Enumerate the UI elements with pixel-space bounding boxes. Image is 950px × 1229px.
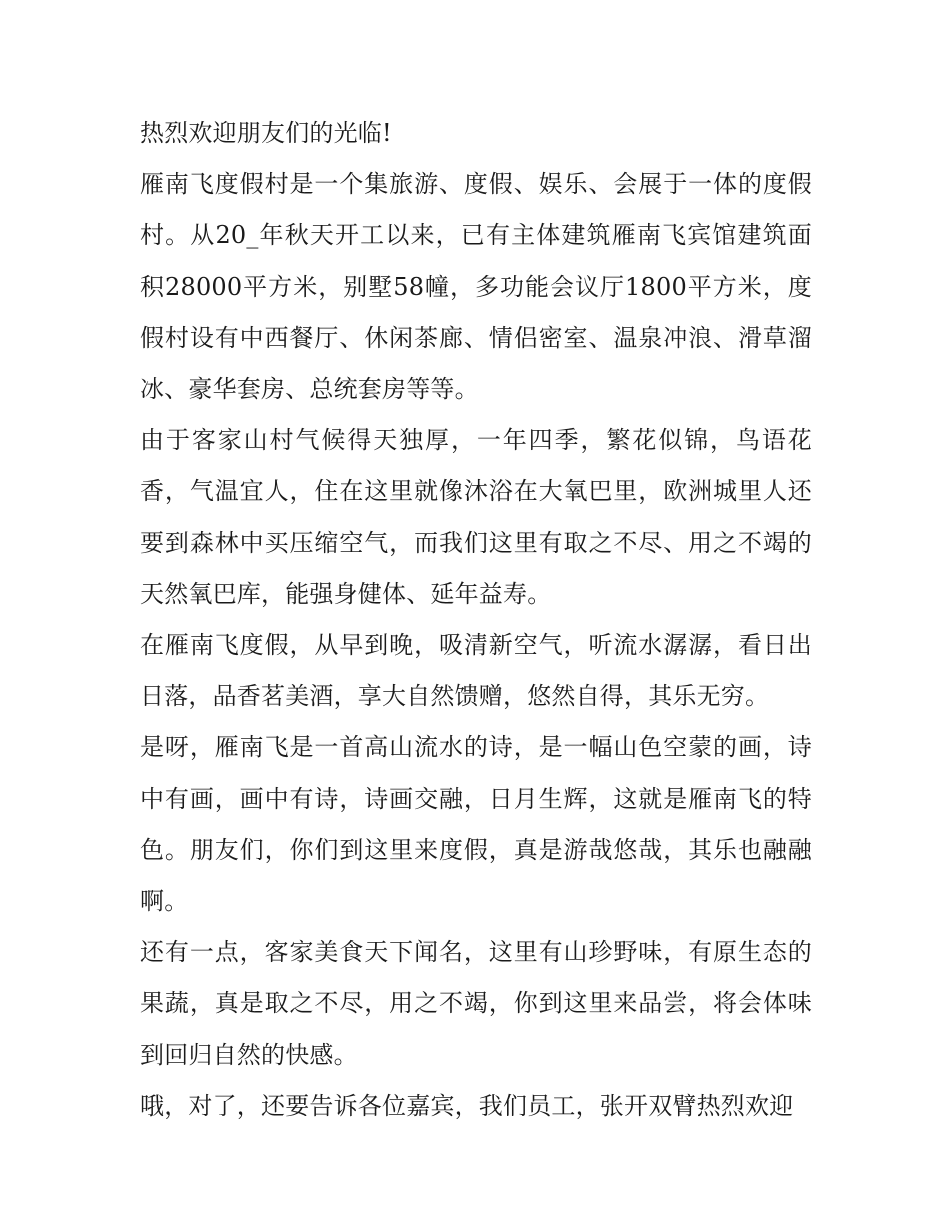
paragraph-greeting: 热烈欢迎朋友们的光临! [140, 119, 392, 147]
paragraph-daily-life: 在雁南飞度假，从早到晚，吸清新空气，听流水潺潺，看日出日落，品香茗美酒，享大自然馈赠，悠然自得，其乐无穷。 [140, 631, 812, 711]
paragraph-poetry: 是呀，雁南飞是一首高山流水的诗，是一幅山色空蒙的画，诗中有画，画中有诗，诗画交融，日月生辉，这就是雁南飞的特色。朋友们，你们到这里来度假，真是游哉悠哉，其乐也融融啊。 [140, 733, 812, 916]
paragraph-staff-welcome: 哦，对了，还要告诉各位嘉宾，我们员工，张开双臂热烈欢迎 [140, 1091, 794, 1120]
paragraph-climate: 由于客家山村气候得天独厚，一年四季，繁花似锦，鸟语花香，气温宜人，住在这里就像沐浴在大氧巴里，欧洲城里人还要到森林中买压缩空气，而我们这里有取之不尽、用之不竭的天然氧巴库，能强身健体、延年益寿。 [140, 426, 812, 608]
paragraph-resort-intro: 雁南飞度假村是一个集旅游、度假、娱乐、会展于一体的度假村。从20_年秋天开工以来，已有主体建筑雁南飞宾馆建筑面积28000平方米，别墅58幢，多功能会议厅1800平方米，度假村设有中西餐厅、休闲茶廊、情侣密室、温泉冲浪、滑草溜冰、豪华套房、总统套房等等。 [140, 170, 812, 404]
paragraph-cuisine: 还有一点，客家美食天下闻名，这里有山珍野味，有原生态的果蔬，真是取之不尽，用之不竭，你到这里来品尝，将会体味到回归自然的快感。 [140, 938, 812, 1069]
document-body [140, 108, 812, 1132]
